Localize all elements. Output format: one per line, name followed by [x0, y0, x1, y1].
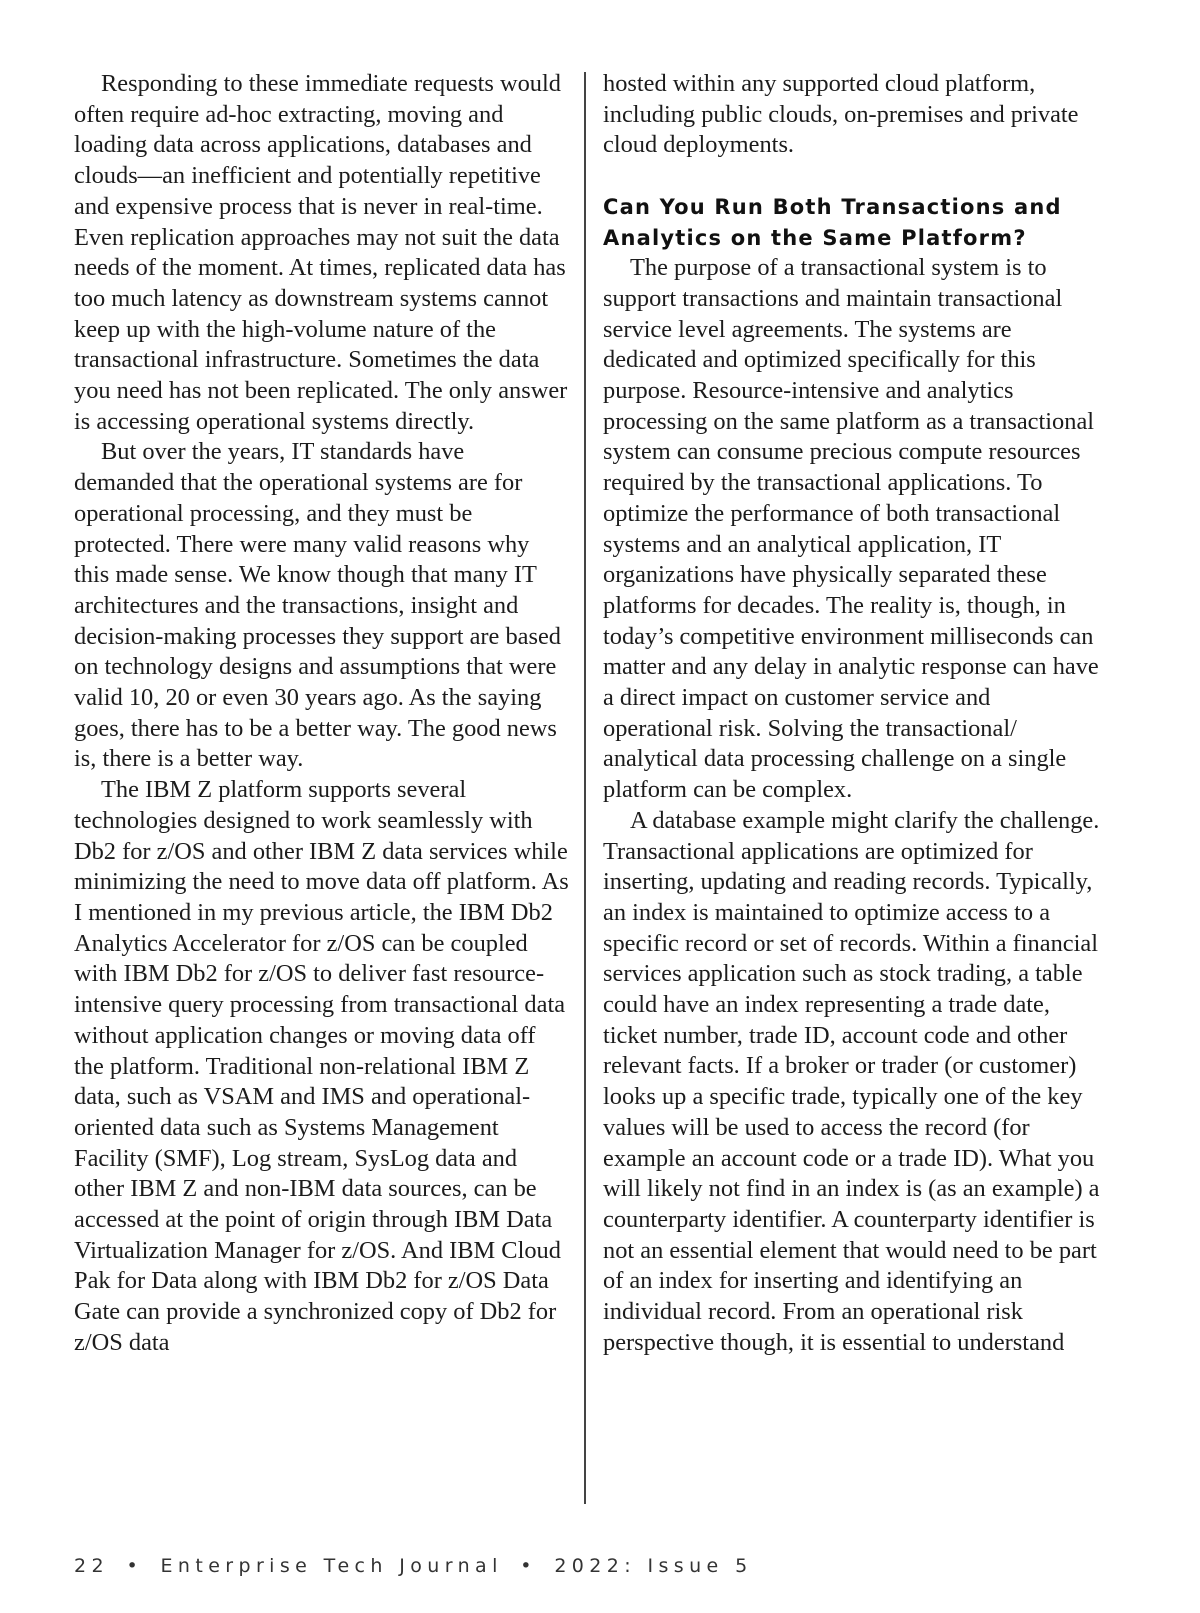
body-paragraph: But over the years, IT standards have demanded that the operational systems are for operational processing, and they must be protected. There were many valid reasons why this made sense. We know though that many IT architectures and the transactions, insight and decision-making processes they support are based on technology designs and assumptions that were valid 10, 20 or even 30 years ago. As the saying goes, there has to be a better way. The good news is, there is a better way.: [74, 438, 561, 773]
body-paragraph: Responding to these immediate requests would often require ad-hoc extracting, moving and loading data across applications, databases and clouds—an inefficient and potentially repetitive and expensive process that is never in real-time. Even replication approaches may not suit the data needs of the moment. At times, replicated data has too much latency as downstream systems cannot keep up with the high-volume nature of the transactional infrastructure. Sometimes the data you need has not been replicated. The only answer is accessing operational systems directly.: [74, 70, 568, 435]
page-footer: [74, 1555, 753, 1577]
left-column: [74, 69, 570, 1359]
section-heading: Can You Run Both Transactions and Analytics on the Same Platform?: [603, 194, 1062, 250]
body-paragraph: A database example might clarify the challenge. Transactional applications are optimized for inserting, updating and reading records. Typically, an index is maintained to optimize access to a specific record or set of records. Within a financial services application such as stock trading, a table could have an index representing a trade date, ticket number, trade ID, account code and other relevant facts. If a broker or trader (or customer) looks up a specific trade, typically one of the key values will be used to access the record (for example an account code or a trade ID). What you will likely not find in an index is (as an example) a counterparty identifier. A counterparty identifier is not an essential element that would need to be part of an index for inserting and identifying an individual record. From an operational risk perspective though, it is essential to understand: [603, 806, 1100, 1356]
footer-separator: •: [126, 1555, 144, 1577]
footer-separator: •: [520, 1555, 537, 1577]
right-column: [603, 69, 1103, 1359]
body-paragraph: The IBM Z platform supports several technologies designed to work seamlessly with Db2 for z/OS and other IBM Z data services while minimizing the need to move data off platform. As I mentioned in my previous article, the IBM Db2 Analytics Accelerator for z/OS can be coupled with IBM Db2 for z/OS to deliver fast resource-intensive query processing from transactional data without application changes or moving data off the platform. Traditional non-relational IBM Z data, such as VSAM and IMS and operational-oriented data such as Systems Management Facility (SMF), Log stream, SysLog data and other IBM Z and non-IBM data sources, can be accessed at the point of origin through IBM Data Virtualization Manager for z/OS. And IBM Cloud Pak for Data along with IBM Db2 for z/OS Data Gate can provide a synchronized copy of Db2 for z/OS data: [74, 776, 569, 1356]
body-paragraph: The purpose of a transactional system is to support transactions and maintain transactional service level agreements. The systems are dedicated and optimized specifically for this purpose. Resource-intensive and analytics processing on the same platform as a transactional system can consume precious compute resources required by the transactional applications. To optimize the performance of both transactional systems and an analytical application, IT organizations have physically separated these platforms for decades. The reality is, though, in today’s competitive environment milliseconds can matter and any delay in analytic response can have a direct impact on customer service and operational risk. Solving the transactional/ analytical data processing challenge on a single platform can be complex.: [603, 254, 1099, 804]
publication-name: Enterprise Tech Journal: [160, 1555, 503, 1577]
continued-paragraph: hosted within any supported cloud platform, including public clouds, on-premises and private cloud deployments.: [603, 70, 1079, 159]
page-number: 22: [74, 1555, 109, 1577]
column-divider: [584, 72, 586, 1504]
issue-label: 2022: Issue 5: [554, 1555, 753, 1577]
